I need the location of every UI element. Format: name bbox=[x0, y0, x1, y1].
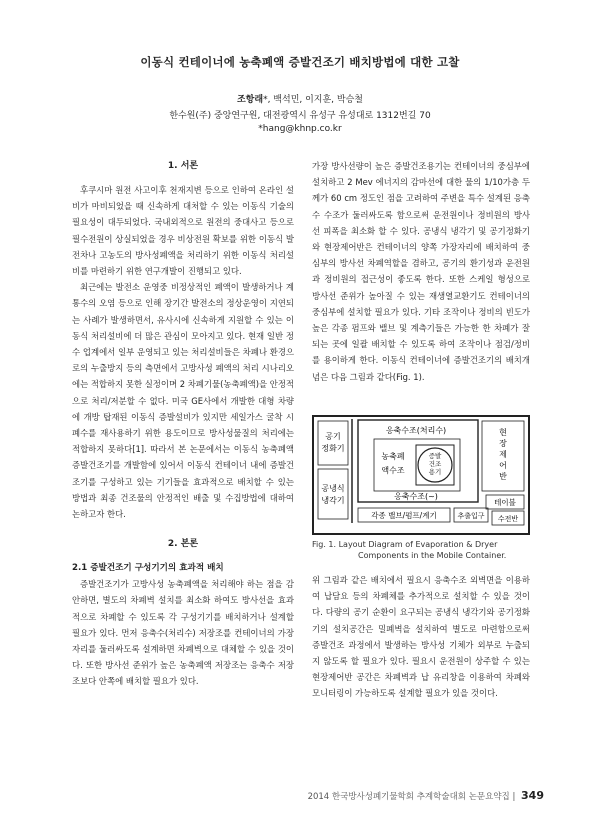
page-footer bbox=[308, 789, 544, 802]
caption-line-2: Components in the Mobile Container. bbox=[358, 551, 507, 560]
dryer-label-1: 증발 bbox=[428, 452, 442, 460]
concentrate-label-2: 액수조 bbox=[381, 466, 405, 475]
first-author: 조항래 bbox=[236, 95, 264, 105]
intro-paragraph: 최근에는 발전소 운영중 비정상적인 폐액이 발생하거나 계통수의 오염 등으로 인해 장기간 발전소의 정상운영이 지연되는 사례가 발생하면서, 유사시에 신속하게 지원할 수 있는 이동식 처리설비에 더 많은 관심이 모아지고 있다. 현재 일반 정수 업계에서 일부 운영되고 있는 처리설비들은 차폐나 환경으로의 누출방지 등의 측면에서 고방사성 폐액의 처리 시나리오에는 적합하지 못한 실정이며 2 차폐기물(농축폐액)을 안정적으로 처리/저분할 수 없다. 미국 GE사에서 개발한 대형 차량에 개방 탑재된 이동식 증발설비가 있지만 세일가스 굴착 시 폐수를 재사용하기 위한 용도이므로 방사성물질의 처리에는 적합하지 못하다[1]. 따라서 본 논문에서는 이동식 농축폐액 증발건조기를 개발함에 있어서 이동식 컨테이너 내에 증발건조기를 구성하고 있는 기기들을 효과적으로 배치할 수 있는 방법과 최종 건조물의 안정적인 배출 및 수집방법에 대하여 논하고자 한다. bbox=[72, 282, 295, 520]
intro-paragraph: 후쿠시마 원전 사고이후 천재지변 등으로 인하여 온라인 설비가 마비되었을 때 신속하게 대처할 수 있는 이동식 기술의 필요성이 대두되었다. 국내외적으로 원전의 중대사고 등으로 필수전원이 상실되었을 경우 비상전원 확보를 위한 이동식 발전차나 고농도의 방사성폐액을 처리하기 위한 이동식 처리설비를 마련하기 위한 연구개발이 진행되고 있다. bbox=[72, 185, 294, 277]
corresponding-mark: * bbox=[263, 95, 268, 105]
air-cooler-label-1: 공냉식 bbox=[321, 484, 345, 493]
control-panel-char: 제 bbox=[499, 450, 507, 459]
right-paragraph: 가장 방사선량이 높은 증발건조용기는 컨테이너의 중심부에 설치하고 2 Mev 에너지의 감마선에 대한 물의 1/10가층 두께가 60 cm 정도인 점을 고려하여 주변을 특수 설계된 응축수 수조가 둘러싸도록 함으로써 운전원이나 정비원의 방사선 피폭을 최소화 할 수 있다. 공냉식 냉각기 및 공기정화기와 현장제어반은 컨테이너의 양쪽 가장자리에 배치하여 중심부의 방사선 차폐역할을 겸하고, 공기의 환기성과 운전원과 정비원의 접근성이 좋도록 한다. 또한 스케일 형성으로 방사선 준위가 높아질 수 있는 재생열교환기도 컨테이너의 중심부에 설치할 필요가 있다. 기타 조작이나 정비의 빈도가 높은 각종 펌프와 밸브 및 계측기들은 가능한 한 차폐가 잘되는 곳에 일괄 배치할 수 있도록 하여 조작이나 점검/정비를 용이하게 한다. 이동식 컨테이너에 증발건조기의 배치개념은 다음 그림과 같다(Fig. 1). bbox=[312, 161, 530, 382]
affiliation: 한수원(주) 중앙연구원, 대전광역시 유성구 유성대로 1312번길 70 bbox=[169, 111, 431, 121]
discharge-label: 추출입구 bbox=[457, 512, 485, 520]
right-column-top bbox=[312, 158, 530, 385]
body-paragraph: 증발건조기가 고방사성 농축폐액을 처리해야 하는 점을 감안하면, 별도의 차폐벽 설치를 최소화 하여도 방사선을 효과적으로 차폐할 수 있도록 각 구성기기를 배치하거나 설계할 필요가 있다. 먼저 응축수(처리수) 저장조를 컨테이너의 가장자리를 둘러싸도록 설계하면 차폐벽으로 대체할 수 있을 것이다. 또한 방사선 준위가 높은 농축폐액 저장조는 응축수 저장조보다 안쪽에 배치할 필요가 있다. bbox=[72, 579, 294, 687]
co-authors: , 백석민, 이지훈, 박승철 bbox=[267, 95, 363, 105]
control-panel-char: 어 bbox=[499, 461, 507, 470]
layout-figure bbox=[312, 415, 530, 535]
left-column bbox=[72, 158, 294, 690]
section-heading-intro: 1. 서론 bbox=[167, 161, 199, 171]
air-purifier-label-2: 정화기 bbox=[321, 444, 345, 453]
control-panel-char: 현 bbox=[499, 428, 507, 437]
author-line bbox=[0, 92, 600, 105]
subsection-heading: 2.1 증발건조기 구성기기의 효과적 배치 bbox=[72, 563, 224, 574]
table-label: 테이블 bbox=[494, 498, 516, 507]
figure-caption bbox=[312, 539, 530, 561]
sink-label: 수전반 bbox=[497, 515, 519, 523]
condensate-bottom-label: 응축수조(~) bbox=[394, 492, 438, 501]
air-cooler-label-2: 냉각기 bbox=[321, 496, 345, 505]
footer-separator: | bbox=[512, 792, 516, 802]
section-heading-body: 2. 본론 bbox=[167, 539, 199, 550]
caption-line-1: Fig. 1. Layout Diagram of Evaporation & Dryer bbox=[312, 540, 498, 549]
right-paragraph: 위 그림과 같은 배치에서 필요시 응축수조 외벽면을 이용하여 납담요 등의 차폐체를 추가적으로 설치할 수 있을 것이다. 다량의 공기 순환이 요구되는 공냉식 냉각기와 공기정화기의 설치공간은 밀폐벽을 설치하여 별도로 마련함으로써 증발건조 과정에서 발생하는 방사성 기체가 외부로 누출되지 않도록 할 필요가 있다. 필요시 운전원이 상주할 수 있는 현장제어반 공간은 차폐벽과 납 유리창을 이용하여 차폐와 모니터링이 가능하도록 설계할 필요가 있을 것이다. bbox=[312, 575, 530, 699]
concentrate-tank bbox=[374, 439, 460, 491]
email: *hang@khnp.co.kr bbox=[258, 124, 342, 134]
control-panel-char: 장 bbox=[499, 439, 507, 448]
dryer-label-3: 용기 bbox=[428, 468, 442, 476]
concentrate-label-1: 농축폐 bbox=[381, 452, 405, 461]
air-purifier-label-1: 공기 bbox=[325, 432, 341, 441]
layout-diagram bbox=[312, 415, 530, 535]
dryer-label-2: 건조 bbox=[428, 460, 442, 468]
pumps-label: 각종 밸브/펌프/계기 bbox=[371, 511, 437, 520]
control-panel-char: 반 bbox=[499, 472, 507, 481]
condensate-top-label: 응축수조(처리수) bbox=[385, 426, 447, 435]
page-number: 349 bbox=[521, 789, 544, 802]
right-column-bottom bbox=[312, 572, 530, 702]
air-cooler-box bbox=[318, 469, 348, 519]
paper-title: 이동식 컨테이너에 농축폐액 증발건조기 배치방법에 대한 고찰 bbox=[140, 55, 460, 69]
footer-text: 2014 한국방사성폐기물학회 추계학술대회 논문요약집 bbox=[307, 792, 510, 802]
air-purifier-box bbox=[318, 421, 348, 465]
